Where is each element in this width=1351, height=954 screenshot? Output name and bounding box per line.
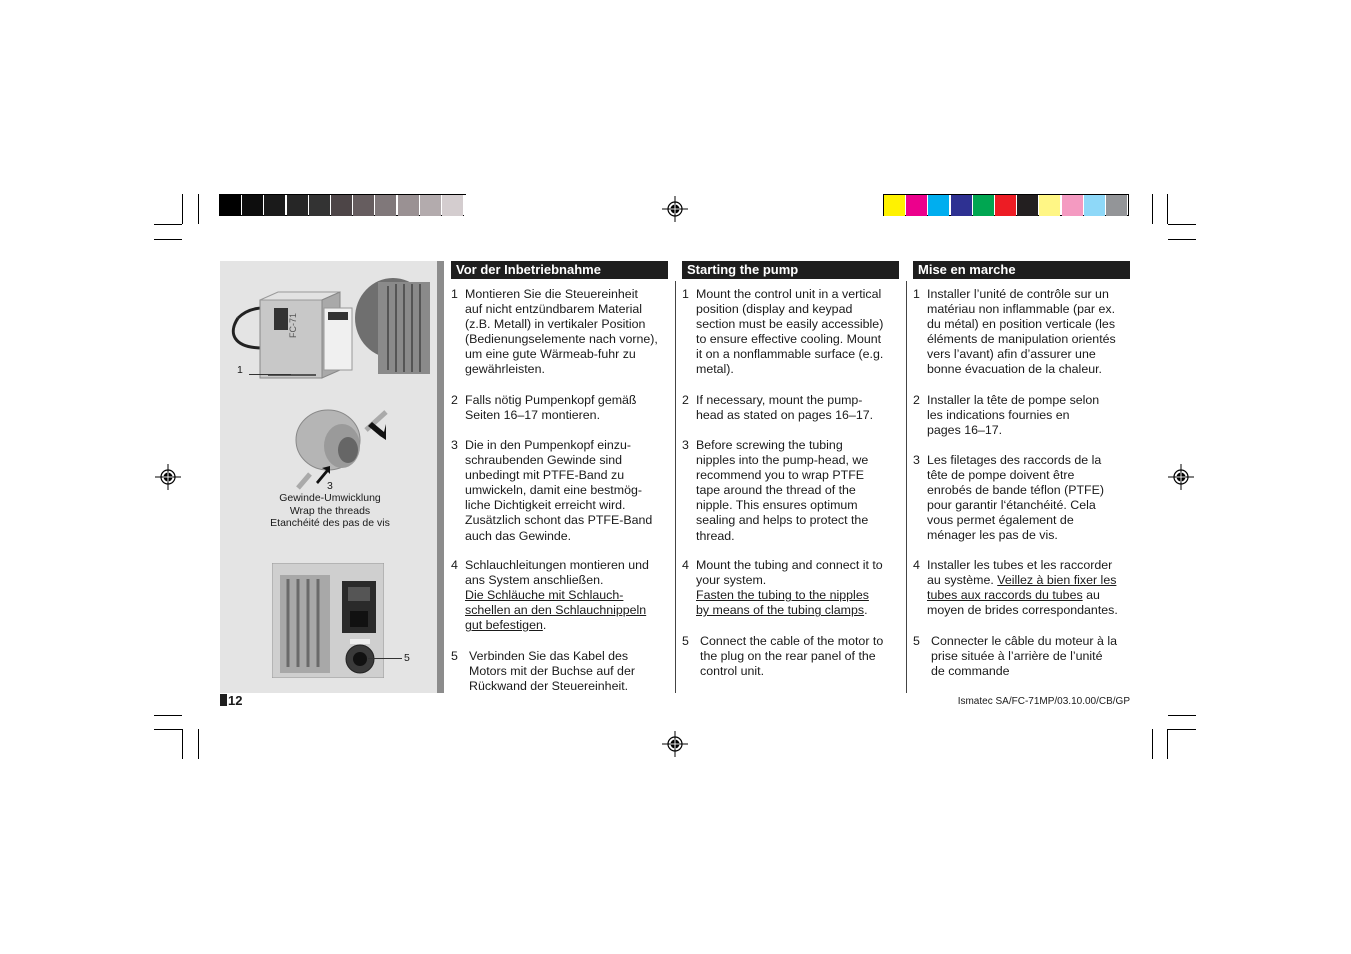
list-item <box>682 438 902 558</box>
gray-swatch <box>420 195 441 216</box>
caption-de: Gewinde-Umwicklung <box>279 492 381 504</box>
gray-swatch <box>353 195 374 216</box>
color-swatch <box>951 195 972 216</box>
column-divider <box>906 281 907 693</box>
item-text <box>696 438 906 544</box>
list-item <box>913 453 1133 573</box>
item-number: 5 <box>913 634 920 648</box>
item-text-main: Die in den Pumpenkopf einzu- schraubenden Gewinde sind unbedingt mit PTFE-Band zu umwickeln, damit eine bestmög- liche Dichtigkeit erreicht wird. Zusätzlich schont das PTFE-Band auch das Gewinde. <box>465 438 653 543</box>
item-number: 5 <box>451 649 458 663</box>
item-text <box>465 393 675 423</box>
item-number: 3 <box>451 438 458 452</box>
item-number: 5 <box>682 634 689 648</box>
color-swatch <box>906 195 927 216</box>
caption-en: Wrap the threads <box>289 504 371 517</box>
item-number: 3 <box>682 438 689 452</box>
item-text-main: Verbinden Sie das Kabel des Motors mit der Buchse auf der Rückwand der Steuereinheit. <box>469 649 635 694</box>
item-text-main: Installer les tubes et les raccorder au système. <box>927 558 1113 588</box>
item-text-main: Montieren Sie die Steuereinheit auf nicht entzündbarem Material (z.B. Metall) in vertikaler Position (Bedienungselemente nach vorne), um eine gute Wärmeab-fuhr zu gewährleisten. <box>465 287 658 377</box>
callout-5-line <box>368 658 402 659</box>
column-heading-french: Mise en marche <box>913 261 1130 279</box>
item-text-tail: . <box>542 618 547 633</box>
list-item <box>451 287 671 407</box>
item-text-main: Connecter le câble du moteur à la prise située à l’arrière de l’unité de commande <box>931 634 1117 679</box>
item-text-main: If necessary, mount the pump- head as stated on pages 16–17. <box>696 393 874 423</box>
figure-caption <box>230 492 430 530</box>
item-text <box>927 453 1137 544</box>
gray-swatch <box>442 195 463 216</box>
item-text <box>927 393 1137 438</box>
item-text-main: Mount the control unit in a vertical position (display and keypad section must be easily accessible) to ensure effective cooling. Mount it on a nonflammable surface (e.g. metal). <box>696 287 884 377</box>
callout-5: 5 <box>404 652 410 664</box>
item-text-emphasis: tubes aux raccords du tubes <box>927 588 1083 603</box>
list-item <box>913 287 1133 407</box>
item-text-main: Before screwing the tubing nipples into the pump-head, we recommend you to wrap PTFE tape around the thread of the nipple. This ensures optimum sealing and helps to protect the thread. <box>696 438 869 543</box>
color-swatch <box>1017 195 1038 216</box>
column-heading-english: Starting the pump <box>682 261 899 279</box>
item-text-main: Installer l’unité de contrôle sur un matériau non inflammable (par ex. du métal) en position verticale (les éléments de manipulation orientés vers l’avant) afin d’assurer une bonne évacuation de la chaleur. <box>927 287 1116 377</box>
item-number: 1 <box>682 287 689 301</box>
item-text <box>696 558 906 618</box>
gray-swatch <box>375 195 396 216</box>
item-text-main: Les filetages des raccords de la tête de pompe doivent être enrobés de bande téflon (PTFE) pour garantir l‘étanchéité. Cela vous permet également de ménager les pas de vis. <box>927 453 1105 543</box>
list-item <box>451 438 671 558</box>
column-divider <box>675 281 676 693</box>
item-text-main: Schlauchleitungen montieren und ans System anschließen. <box>465 558 649 588</box>
item-text <box>700 634 910 679</box>
color-swatch <box>973 195 994 216</box>
callout-1: 1 <box>237 364 243 376</box>
registration-mark-right <box>1168 464 1194 490</box>
item-number: 1 <box>913 287 920 301</box>
document-reference: Ismatec SA/FC-71MP/03.10.00/CB/GP <box>957 696 1130 707</box>
item-text-main: Installer la tête de pompe selon les indications fournies en pages 16–17. <box>927 393 1100 438</box>
item-text-emphasis: Die Schläuche mit Schlauch- schellen an den Schlauchnippeln gut befestigen <box>465 588 647 633</box>
item-number: 3 <box>913 453 920 467</box>
color-swatch <box>884 195 905 216</box>
display-label: FC-71 <box>288 312 298 338</box>
page-number-text: 12 <box>228 693 243 708</box>
item-text <box>927 558 1137 618</box>
list-item <box>451 649 671 769</box>
item-number: 2 <box>682 393 689 407</box>
item-text-main: Connect the cable of the motor to the plug on the rear panel of the control unit. <box>700 634 884 679</box>
color-swatch <box>1039 195 1060 216</box>
caption-fr: Etanchéité des pas de vis <box>270 517 390 529</box>
control-unit-photo <box>228 278 430 386</box>
gray-swatch <box>331 195 352 216</box>
color-swatch <box>928 195 949 216</box>
item-number: 1 <box>451 287 458 301</box>
list-item <box>682 287 902 407</box>
item-text <box>469 649 679 694</box>
item-number: 4 <box>913 558 920 572</box>
color-swatch <box>1106 195 1127 216</box>
item-text <box>696 287 906 378</box>
pump-head-photo <box>286 400 396 490</box>
color-swatch <box>1084 195 1105 216</box>
item-text <box>465 287 675 378</box>
gray-swatch <box>220 195 241 216</box>
item-text-tail: . <box>864 603 868 618</box>
item-text-emphasis: Veillez à bien fixer les <box>997 573 1117 588</box>
column-heading-german: Vor der Inbetriebnahme <box>451 261 668 279</box>
gray-swatch <box>398 195 419 216</box>
item-text <box>931 634 1141 679</box>
registration-mark-top <box>662 196 688 222</box>
gray-swatch <box>242 195 263 216</box>
item-number: 4 <box>682 558 689 572</box>
list-item <box>913 634 1133 754</box>
item-text <box>696 393 906 423</box>
gray-swatch <box>264 195 285 216</box>
item-text <box>927 287 1137 378</box>
item-number: 2 <box>913 393 920 407</box>
callout-3: 3 <box>327 480 333 492</box>
item-text-main: Mount the tubing and connect it to your system. <box>696 558 883 588</box>
item-text-emphasis: Fasten the tubing to the nipples by means of the tubing clamps <box>696 588 869 618</box>
callout-1-line <box>249 374 291 375</box>
item-text-main: Falls nötig Pumpenkopf gemäß Seiten 16–17 montieren. <box>465 393 637 423</box>
item-text-tail: au moyen de brides correspondantes. <box>927 588 1118 618</box>
gray-swatch <box>309 195 330 216</box>
item-number: 4 <box>451 558 458 572</box>
list-item <box>682 634 902 754</box>
color-swatch <box>1062 195 1083 216</box>
item-text <box>465 438 675 544</box>
page-number <box>220 693 242 708</box>
rear-panel-photo <box>272 563 384 678</box>
item-number: 2 <box>451 393 458 407</box>
gray-swatch <box>464 195 485 216</box>
panel-divider-bar <box>437 261 444 693</box>
gray-swatch <box>287 195 308 216</box>
color-swatch <box>995 195 1016 216</box>
registration-mark-left <box>155 464 181 490</box>
item-text <box>465 558 675 633</box>
